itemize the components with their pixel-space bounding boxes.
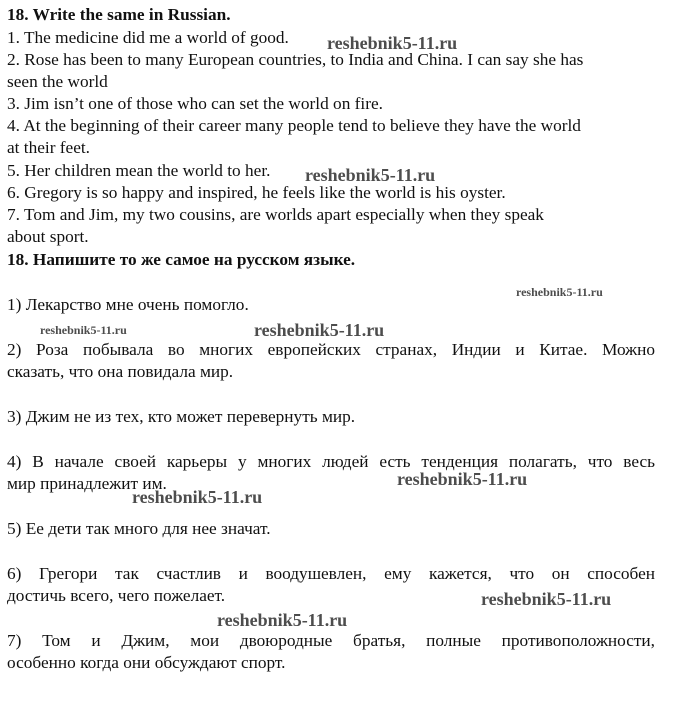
russian-line-4b: мир принадлежит им. xyxy=(7,474,167,493)
watermark: reshebnik5-11.ru xyxy=(397,469,528,489)
russian-line-5: 5) Ее дети так много для нее значат. xyxy=(7,519,271,538)
russian-line-7a: 7) Том и Джим, мои двоюродные братья, полные противоположности, xyxy=(7,631,655,650)
watermark: reshebnik5-11.ru xyxy=(217,610,348,630)
english-line-4a: 4. At the beginning of their career many people tend to believe they have the world xyxy=(7,116,581,135)
english-line-3: 3. Jim isn’t one of those who can set the world on fire. xyxy=(7,94,383,113)
russian-line-7b: особенно когда они обсуждают спорт. xyxy=(7,653,286,672)
english-line-4b: at their feet. xyxy=(7,138,90,157)
watermark: reshebnik5-11.ru xyxy=(40,323,127,337)
russian-line-4a: 4) В начале своей карьеры у многих людей есть тенденция полагать, что весь xyxy=(7,452,655,471)
russian-heading: 18. Напишите то же самое на русском языке. xyxy=(7,250,356,269)
english-line-7a: 7. Tom and Jim, my two cousins, are worlds apart especially when they speak xyxy=(7,205,544,224)
english-heading: 18. Write the same in Russian. xyxy=(7,5,231,24)
russian-line-1: 1) Лекарство мне очень помогло. xyxy=(7,295,249,314)
russian-line-6a: 6) Грегори так счастлив и воодушевлен, ему кажется, что он способен xyxy=(7,564,655,583)
russian-line-2a: 2) Роза побывала во многих европейских странах, Индии и Китае. Можно xyxy=(7,340,655,359)
english-line-5: 5. Her children mean the world to her. xyxy=(7,161,271,180)
watermark: reshebnik5-11.ru xyxy=(305,165,436,185)
watermark: reshebnik5-11.ru xyxy=(516,285,603,299)
watermark: reshebnik5-11.ru xyxy=(254,320,385,340)
english-line-6: 6. Gregory is so happy and inspired, he feels like the world is his oyster. xyxy=(7,183,506,202)
russian-line-6b: достичь всего, чего пожелает. xyxy=(7,586,226,605)
english-line-7b: about sport. xyxy=(7,227,89,246)
russian-line-3: 3) Джим не из тех, кто может перевернуть мир. xyxy=(7,407,356,426)
watermark: reshebnik5-11.ru xyxy=(132,487,263,507)
english-line-1: 1. The medicine did me a world of good. xyxy=(7,28,289,47)
watermark: reshebnik5-11.ru xyxy=(481,589,612,609)
english-line-2b: seen the world xyxy=(7,72,108,91)
english-line-2a: 2. Rose has been to many European countries, to India and China. I can say she has xyxy=(7,50,584,69)
watermark: reshebnik5-11.ru xyxy=(327,33,458,53)
russian-line-2b: сказать, что она повидала мир. xyxy=(7,362,234,381)
